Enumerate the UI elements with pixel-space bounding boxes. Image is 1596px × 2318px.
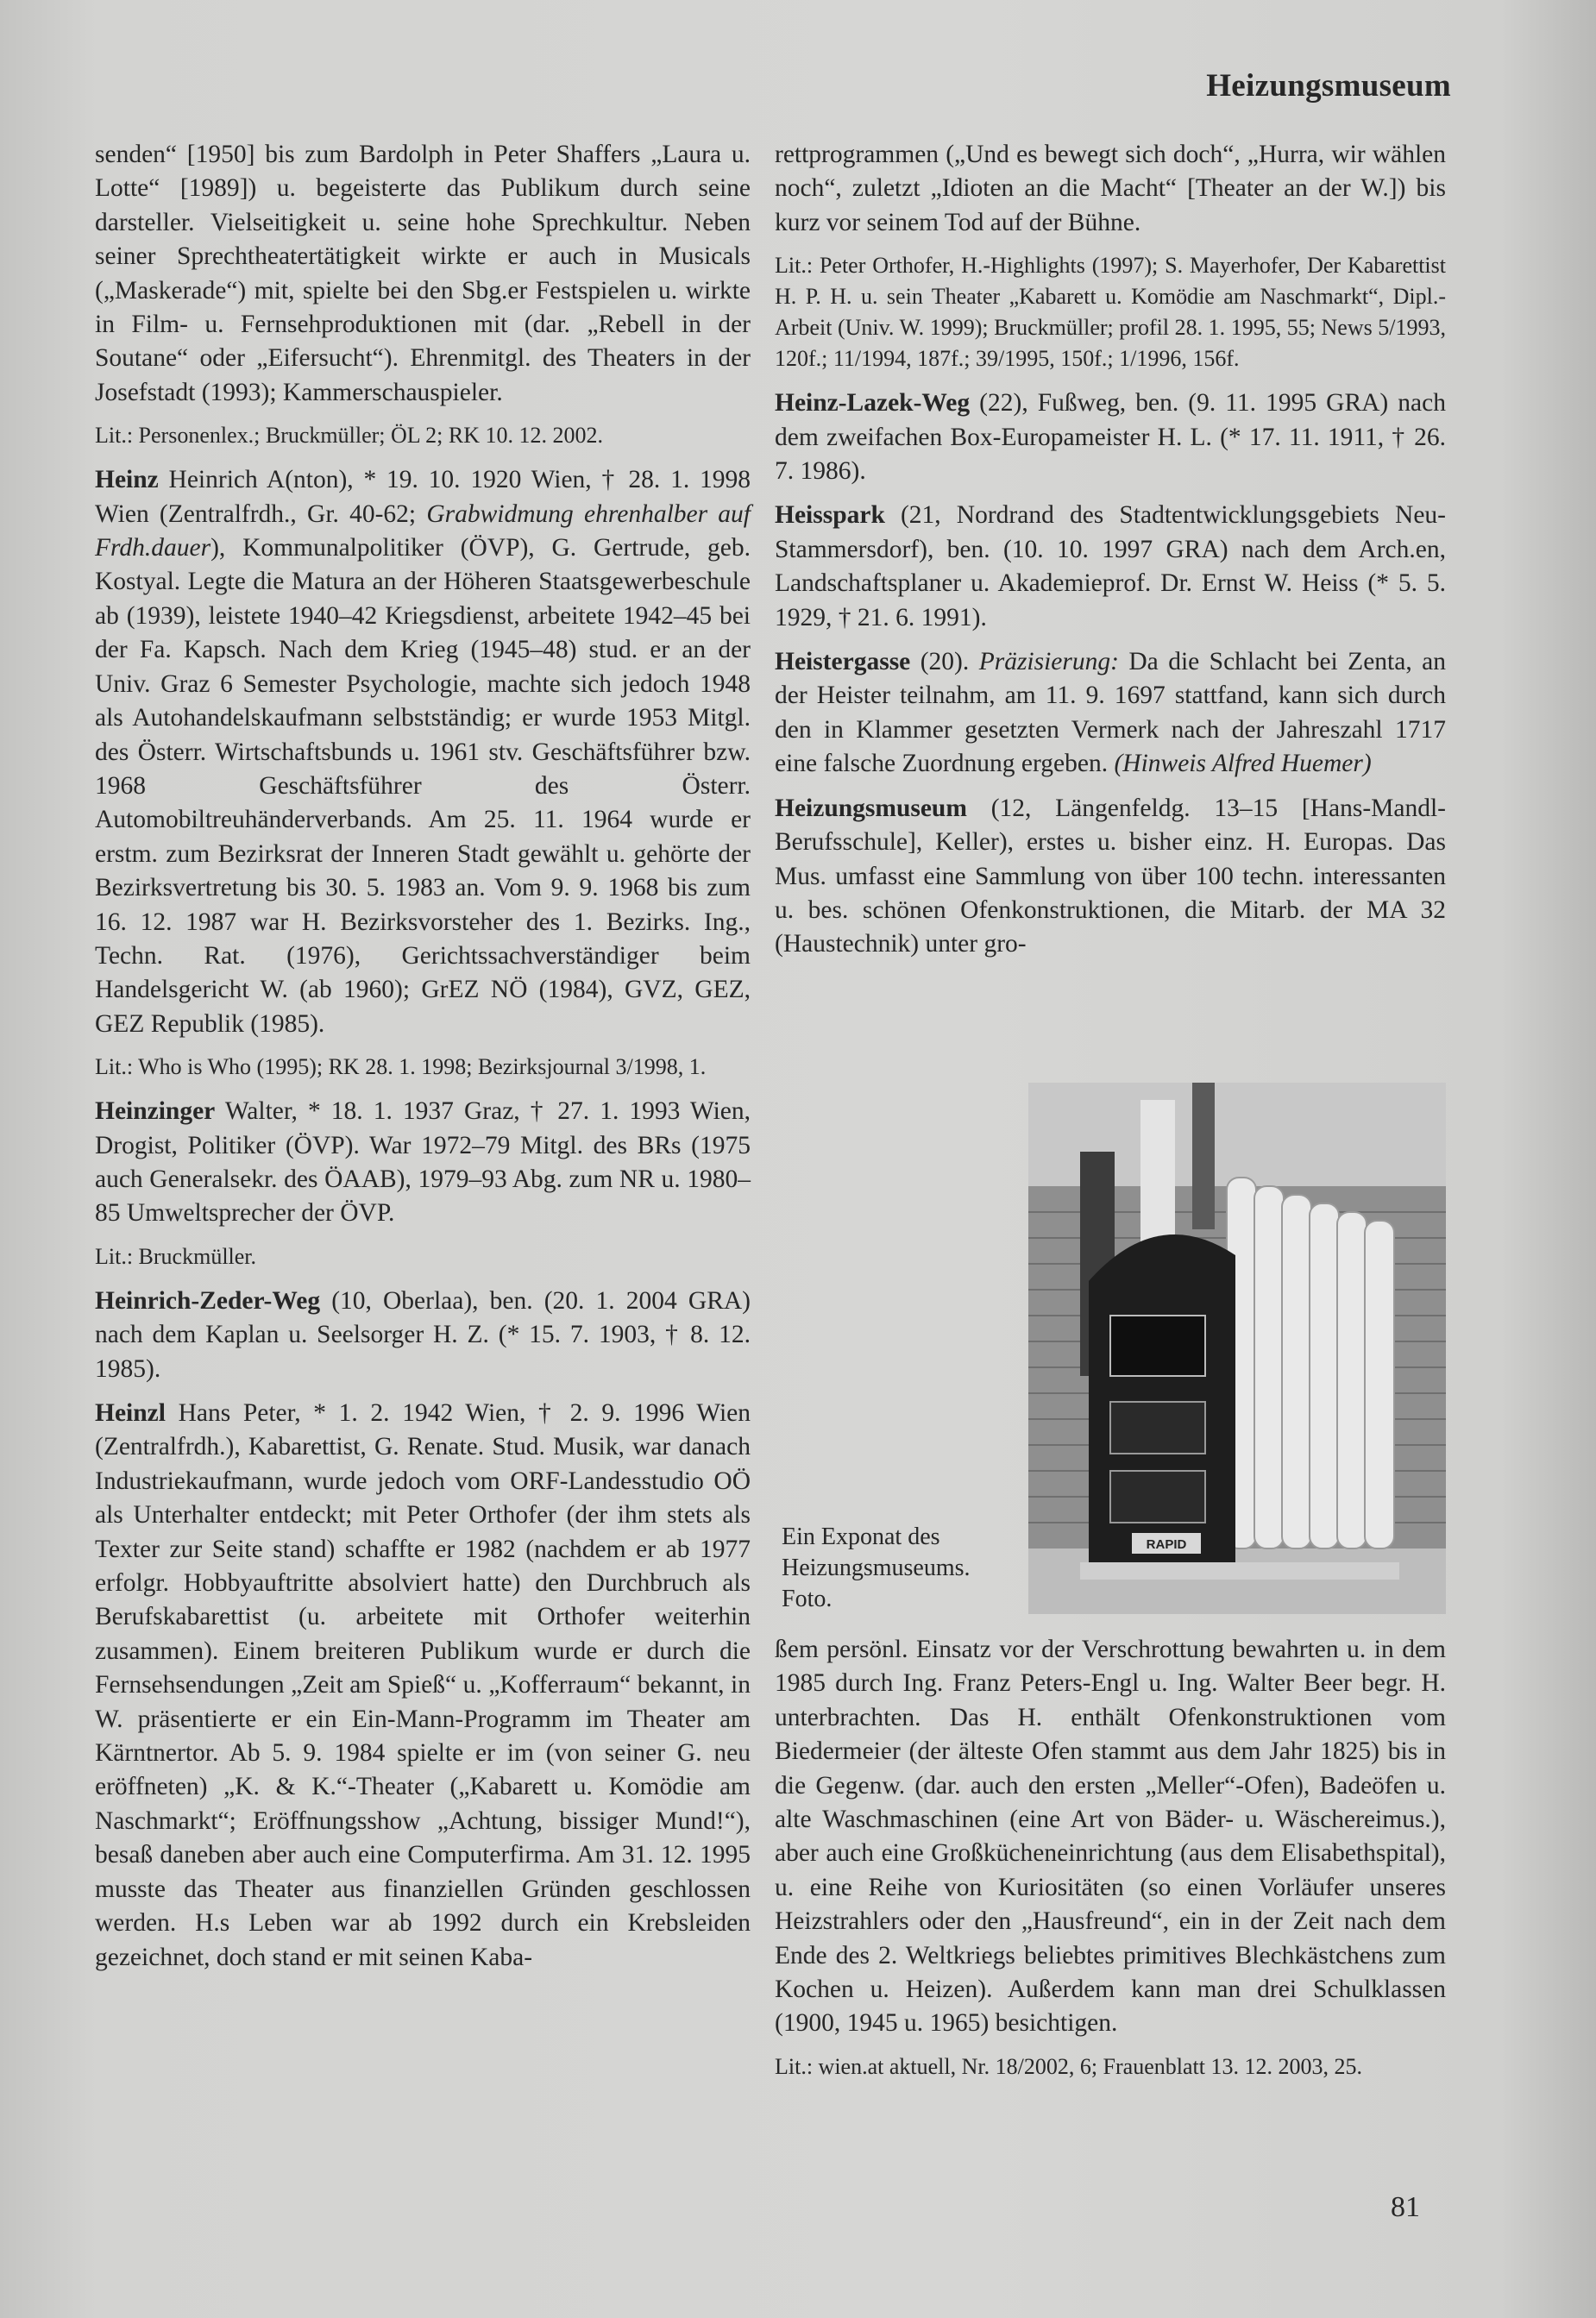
- entry-text: Hans Peter, * 1. 2. 1942 Wien, † 2. 9. 1996 Wien (Zentralfrdh.), Kabarettist, G. Renate. Stud. Musik, war danach Industriekaufmann, wurde jedoch vom ORF-Landesstudio OÖ als Unterhalter entdeckt; mit Peter Orthofer (der ihm stets als Texter zur Seite stand) schaffte er 1982 (nachdem er ab 1977 erfolgr. Hobbyauftritte absolviert hatte) den Durchbruch als Berufskabarettist (u. arbeitete mit Orthofer weiterhin zusammen). Einem breiteren Publikum wurde er durch die Fernsehsendungen „Zeit am Spieß“ u. „Kofferraum“ bekannt, in W. präsentierte er ein Ein-Mann-Programm im Theater am Kärntnertor. Ab 5. 9. 1984 spielte er im (von seiner G. neu eröffneten) „K. & K.“-Theater („Kabarett u. Komödie am Naschmarkt“; Eröffnungsshow „Achtung, bissiger Mund!“), besaß daneben aber auch eine Computerfirma. Am 31. 12. 1995 musste das Theater aus finanziellen Gründen geschlossen werden. H.s Leben war ab 1992 durch ein Krebsleiden gezeichnet, doch stand er mit seinen Kaba-: [95, 1399, 751, 1971]
- headword: Heinz-Lazek-Weg: [775, 389, 971, 418]
- headword: Heinzl: [95, 1399, 166, 1427]
- entry-literature: Lit.: Bruckmüller.: [95, 1243, 257, 1269]
- boiler-nameplate: RAPID: [1146, 1537, 1187, 1552]
- entry-text: Da die Schlacht bei Zenta, an der Heister teilnahm, am 11. 9. 1697 stattfand, kann sich durch den in Klammer gesetzten Vermerk nach der Jahreszahl 1717 eine falsche Zuordnung ergeben.: [775, 648, 1446, 778]
- entry-text: (10, Oberlaa), ben. (20. 1. 2004 GRA) nach dem Kaplan u. Seelsorger H. Z. (* 15. 7. 1903, † 8. 12. 1985).: [95, 1286, 751, 1383]
- entry-text: Heinrich A(nton), * 19. 10. 1920 Wien, † 28. 1. 1998 Wien (Zentralfrdh., Gr. 40-62;: [95, 466, 751, 528]
- continued-entry-literature: Lit.: Peter Orthofer, H.-Highlights (1997); S. Mayerhofer, Der Kabarettist H. P. H. u. sein Theater „Kabarett u. Komödie am Naschmarkt“, Dipl.-Arbeit (Univ. W. 1999); Bruckmüller; profil 28. 1. 1995, 55; News 5/1993, 120f.; 11/1994, 187f.; 39/1995, 150f.; 1/1996, 156f.: [775, 253, 1446, 372]
- boiler-illustration: [1028, 1083, 1446, 1614]
- figure-caption: Ein Exponat des Heizungsmuseums. Foto.: [782, 1523, 971, 1612]
- continued-entry-text: senden“ [1950] bis zum Bardolph in Peter Shaffers „Laura u. Lotte“ [1989]) u. begeisterte das Publikum durch seine darsteller. Vielseitigkeit u. seine hohe Sprechkultur. Neben seiner Sprechtheatertätigkeit wirkte er auch in Musicals („Maskerade“) mit, spielte bei den Sbg.er Festspielen u. wirkte in Film- u. Fernsehproduktionen mit (dar. „Rebell in der Soutane“ oder „Eifersucht“). Ehrenmitgl. des Theaters in der Josefstadt (1993); Kammerschauspieler.: [95, 141, 751, 406]
- headword: Heistergasse: [775, 648, 911, 676]
- page-number: 81: [1391, 2191, 1420, 2223]
- entry-text: ), Kommunalpolitiker (ÖVP), G. Gertrude, geb. Kostyal. Legte die Matura an der Höheren Staatsgewerbeschule ab (1939), leistete 1940–42 Kriegsdienst, arbeitete 1942–45 bei der Fa. Kapsch. Nach dem Krieg (1945–48) stud. er an der Univ. Graz 6 Semester Psychologie, machte sich jedoch 1948 als Autohandelskaufmann selbstständig; er wurde 1953 Mitgl. des Österr. Wirtschaftsbunds u. 1961 stv. Geschäftsführer bzw. 1968 Geschäftsführer des Österr. Automobiltreuhänderverbands. Am 25. 11. 1964 wurde er erstm. zum Bezirksrat der Inneren Stadt gewählt u. gehörte der Bezirksvertretung bis 30. 5. 1983 an. Vom 9. 9. 1968 bis zum 16. 12. 1987 war H. Bezirksvorsteher des 1. Bezirks. Ing., Techn. Rat. (1976), Gerichtssachverständiger beim Handelsgericht W. (ab 1960); GrEZ NÖ (1984), GVZ, GEZ, GEZ Republik (1985).: [95, 534, 751, 1038]
- headword: Heizungsmuseum: [775, 794, 967, 822]
- continued-entry-literature: Lit.: Personenlex.; Bruckmüller; ÖL 2; RK 10. 12. 2002.: [95, 423, 604, 449]
- entry-text: (22), Fußweg, ben. (9. 11. 1995 GRA) nach dem zweifachen Box-Europameister H. L. (* 17. 11. 1911, † 26. 7. 1986).: [775, 389, 1446, 486]
- entry-heisspark: [775, 499, 1446, 635]
- continued-entry-text: rettprogrammen („Und es bewegt sich doch“, „Hurra, wir wählen noch“, zuletzt „Idioten an die Macht“ [Theater an der W.]) bis kurz vor seinem Tod auf der Bühne.: [775, 141, 1446, 236]
- entry-heistergasse: [775, 645, 1446, 782]
- headword: Heisspark: [775, 501, 885, 530]
- entry-heinzinger: [95, 1095, 751, 1231]
- entry-heinz-lazek-weg: [775, 386, 1446, 488]
- entry-heizungsmuseum: [775, 792, 1446, 962]
- right-column: [775, 138, 1446, 972]
- entry-text: (21, Nordrand des Stadtentwicklungsgebiets Neu-Stammersdorf), ben. (10. 10. 1997 GRA) nach dem Arch.en, Landschaftsplaner u. Akademieprof. Dr. Ernst W. Heiss (* 5. 5. 1929, † 21. 6. 1991).: [775, 501, 1446, 631]
- headword: Heinz: [95, 466, 159, 494]
- entry-heizungsmuseum-continued: ßem persönl. Einsatz vor der Verschrottung bewahrten u. in dem 1985 durch Ing. Franz Peters-Engl u. Ing. Walter Beer begr. H. unterbrachten. Das H. enthält Ofenkonstruktionen vom Biedermeier (der älteste Ofen stammt aus dem Jahr 1825) bis in die Gegenw. (dar. auch den ersten „Meller“-Ofen), Badeöfen u. alte Waschmaschinen (eine Art von Bäder- u. Wäschereimus.), aber auch eine Großkücheneinrichtung (aus dem Elisabethspital), u. eine Reihe von Kuriositäten (so einen Vorläufer unseres Heizstrahlers oder den „Hausfreund“, ein in der Zeit nach dem Ende des 2. Weltkriegs beliebtes primitives Blechkästchens zum Kochen u. Heizen). Außerdem kann man drei Schulklassen (1900, 1945 u. 1965) besichtigen.: [775, 1636, 1446, 2038]
- right-column-continued: [775, 1633, 1446, 2095]
- entry-text: Walter, * 18. 1. 1937 Graz, † 27. 1. 1993 Wien, Drogist, Politiker (ÖVP). War 1972–79 Mitgl. des BRs (1975 auch Generalsekr. des ÖAAB), 1979–93 Abg. zum NR u. 1980–85 Umweltsprecher der ÖVP.: [95, 1097, 751, 1228]
- headword: Heinzinger: [95, 1097, 216, 1126]
- entry-italic: Präzisierung:: [978, 648, 1119, 676]
- entry-literature: Lit.: Who is Who (1995); RK 28. 1. 1998; Bezirksjournal 3/1998, 1.: [95, 1054, 707, 1080]
- entry-text: (20).: [910, 648, 979, 676]
- left-column: [95, 138, 751, 1985]
- entry-italic: (Hinweis Alfred Huemer): [1114, 750, 1372, 778]
- entry-heinzl: [95, 1397, 751, 1975]
- running-head: Heizungsmuseum: [1206, 68, 1451, 104]
- headword: Heinrich-Zeder-Weg: [95, 1286, 321, 1315]
- entry-text: (12, Längenfeldg. 13–15 [Hans-Mandl-Berufsschule], Keller), erstes u. bisher einz. H. Europas. Das Mus. umfasst eine Sammlung von über 100 techn. interessanten u. bes. schönen Ofenkonstruktionen, die Mitarb. der MA 32 (Haustechnik) unter gro-: [775, 794, 1446, 958]
- entry-heinz: [95, 463, 751, 1041]
- entry-italic: Grabwidmung ehrenhalber auf Frdh.dauer: [95, 499, 751, 562]
- entry-heinrich-zeder-weg: [95, 1285, 751, 1386]
- museum-photo: [1028, 1083, 1446, 1614]
- entry-literature: Lit.: wien.at aktuell, Nr. 18/2002, 6; Frauenblatt 13. 12. 2003, 25.: [775, 2053, 1362, 2079]
